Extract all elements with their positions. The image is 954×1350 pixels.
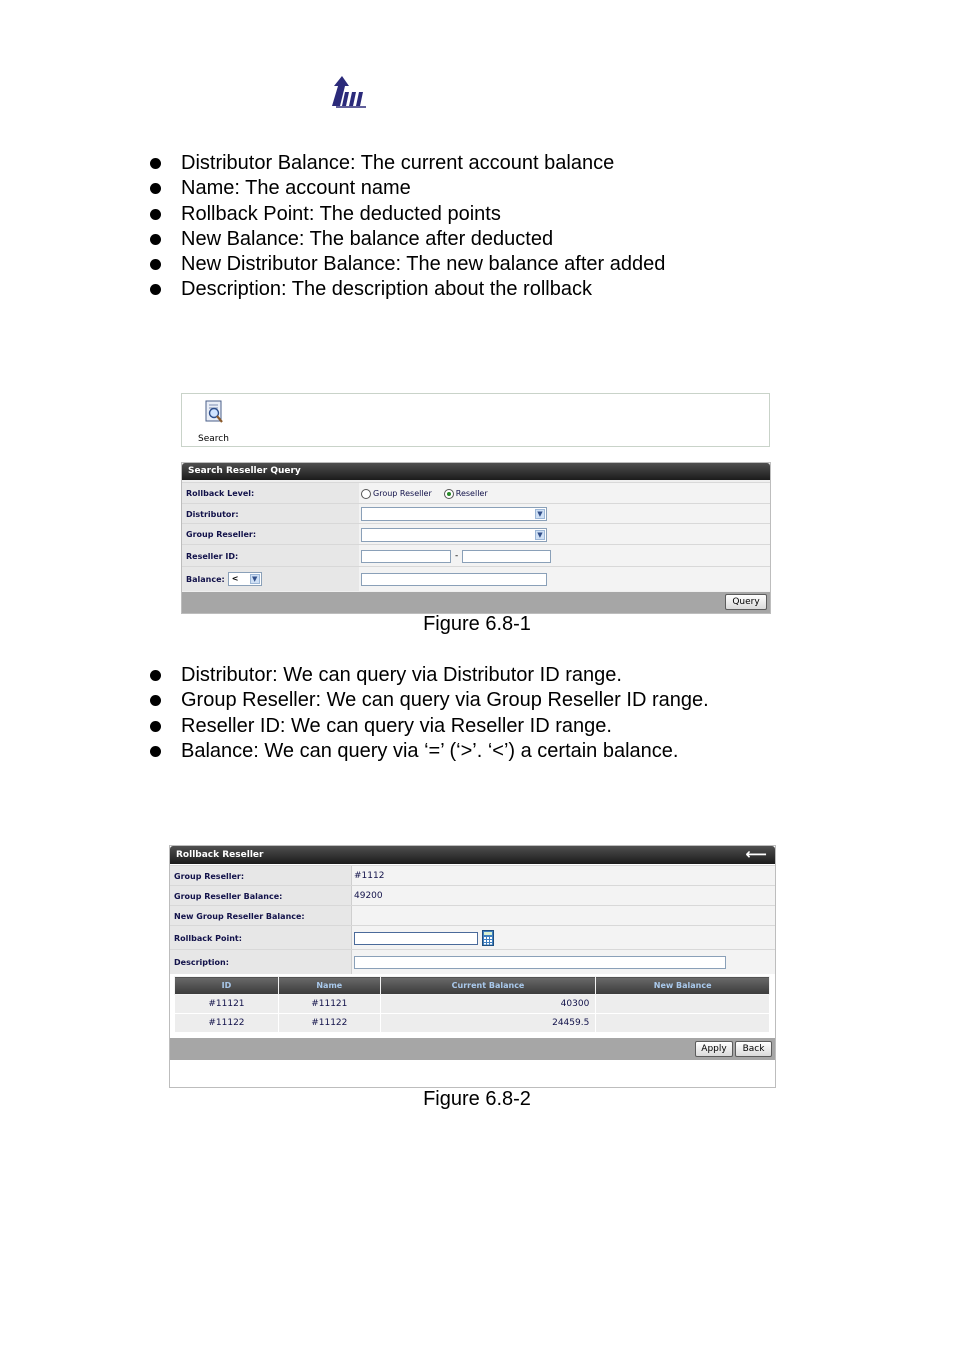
description-input[interactable] [354, 956, 726, 969]
distributor-select[interactable] [361, 507, 547, 521]
field-description-list [150, 151, 665, 303]
table-cell: 24459.5 [380, 1014, 596, 1033]
reseller-id-row [182, 544, 770, 567]
apply-button[interactable]: Apply [695, 1041, 733, 1057]
bullet-dot-icon [150, 746, 161, 757]
reseller-id-from-input[interactable] [361, 550, 451, 563]
list-item: Balance: We can query via ‘=’ (‘>’. ‘<’) a certain balance. [150, 739, 709, 764]
list-item: New Balance: The balance after deducted [150, 227, 665, 252]
group-reseller-row [170, 865, 775, 886]
table-cell: #11122 [175, 1014, 279, 1033]
reseller-radio-label: Reseller [455, 489, 488, 498]
rollback-point-row [170, 925, 775, 950]
balance-input[interactable] [361, 573, 547, 586]
list-item: Description: The description about the rollback [150, 277, 665, 302]
table-cell [596, 1014, 770, 1033]
rollback-reseller-panel [169, 845, 776, 1088]
group-reseller-radio-label: Group Reseller [373, 489, 432, 498]
balance-label: Balance: [186, 574, 225, 584]
bullet-dot-icon [150, 721, 161, 732]
reseller-id-to-input[interactable] [462, 550, 551, 563]
calculator-icon[interactable] [482, 930, 494, 946]
rollback-level-row [182, 482, 770, 504]
distributor-label: Distributor: [182, 504, 362, 524]
balance-operator-value: < [231, 574, 239, 583]
table-row [175, 1014, 770, 1033]
table-header-row [175, 977, 770, 995]
bullet-dot-icon [150, 158, 161, 169]
table-cell: #11121 [175, 995, 279, 1014]
column-header: Name [278, 977, 380, 995]
table-cell: #11121 [278, 995, 380, 1014]
rollback-level-label: Rollback Level: [182, 483, 362, 504]
balance-operator-select[interactable] [228, 572, 262, 586]
range-separator: - [455, 551, 459, 561]
list-item: Group Reseller: We can query via Group Reseller ID range. [150, 688, 709, 713]
search-document-icon [203, 400, 225, 428]
query-field-description-list [150, 663, 709, 764]
chevron-down-icon: ▼ [535, 509, 545, 519]
company-logo [330, 76, 368, 108]
group-reseller-balance-label: Group Reseller Balance: [170, 886, 352, 906]
new-group-reseller-balance-value [352, 906, 775, 926]
description-label: Description: [170, 950, 352, 974]
chevron-down-icon: ▼ [535, 530, 545, 540]
list-item: Name: The account name [150, 176, 665, 201]
group-reseller-row [182, 523, 770, 545]
new-group-reseller-balance-row [170, 905, 775, 926]
bullet-dot-icon [150, 209, 161, 220]
panel-footer [182, 592, 770, 613]
panel-footer [170, 1038, 775, 1060]
rollback-point-input[interactable] [354, 932, 478, 945]
table-row [175, 995, 770, 1014]
group-reseller-select[interactable] [361, 528, 547, 542]
reseller-id-label: Reseller ID: [182, 545, 362, 567]
figure-caption: Figure 6.8-2 [423, 1088, 531, 1110]
group-reseller-label: Group Reseller: [182, 524, 362, 545]
figure-caption: Figure 6.8-1 [423, 613, 531, 635]
bullet-dot-icon [150, 234, 161, 245]
column-header: ID [175, 977, 279, 995]
list-item: Rollback Point: The deducted points [150, 202, 665, 227]
reseller-radio[interactable] [444, 489, 454, 499]
panel-title: Search Reseller Query [182, 463, 770, 480]
group-reseller-balance-value: 49200 [352, 886, 775, 906]
query-button[interactable]: Query [725, 594, 767, 610]
panel-title: Rollback Reseller [176, 850, 264, 860]
back-arrow-icon[interactable]: ⟵ [745, 845, 767, 863]
list-item: Distributor: We can query via Distributor ID range. [150, 663, 709, 688]
table-cell: #11122 [278, 1014, 380, 1033]
chevron-down-icon: ▼ [250, 574, 260, 584]
bullet-dot-icon [150, 695, 161, 706]
bullet-dot-icon [150, 284, 161, 295]
bullet-dot-icon [150, 259, 161, 270]
bullet-dot-icon [150, 183, 161, 194]
search-reseller-query-panel [181, 462, 771, 614]
group-reseller-value: #1112 [352, 866, 775, 886]
search-toolbar [181, 393, 770, 447]
rollback-point-label: Rollback Point: [170, 926, 352, 950]
description-row [170, 949, 775, 974]
table-cell [596, 995, 770, 1014]
bullet-dot-icon [150, 670, 161, 681]
distributor-row [182, 503, 770, 524]
column-header: New Balance [596, 977, 770, 995]
list-item: New Distributor Balance: The new balance after added [150, 252, 665, 277]
list-item: Distributor Balance: The current account balance [150, 151, 665, 176]
column-header: Current Balance [380, 977, 596, 995]
back-button[interactable]: Back [735, 1041, 772, 1057]
group-reseller-balance-row [170, 885, 775, 906]
group-reseller-label: Group Reseller: [170, 866, 352, 886]
group-reseller-radio[interactable] [361, 489, 371, 499]
list-item: Reseller ID: We can query via Reseller ID range. [150, 714, 709, 739]
search-button-label: Search [198, 434, 229, 444]
balance-row [182, 566, 770, 591]
search-button[interactable] [192, 400, 236, 444]
new-group-reseller-balance-label: New Group Reseller Balance: [170, 906, 352, 926]
reseller-table [174, 976, 770, 1033]
table-cell: 40300 [380, 995, 596, 1014]
